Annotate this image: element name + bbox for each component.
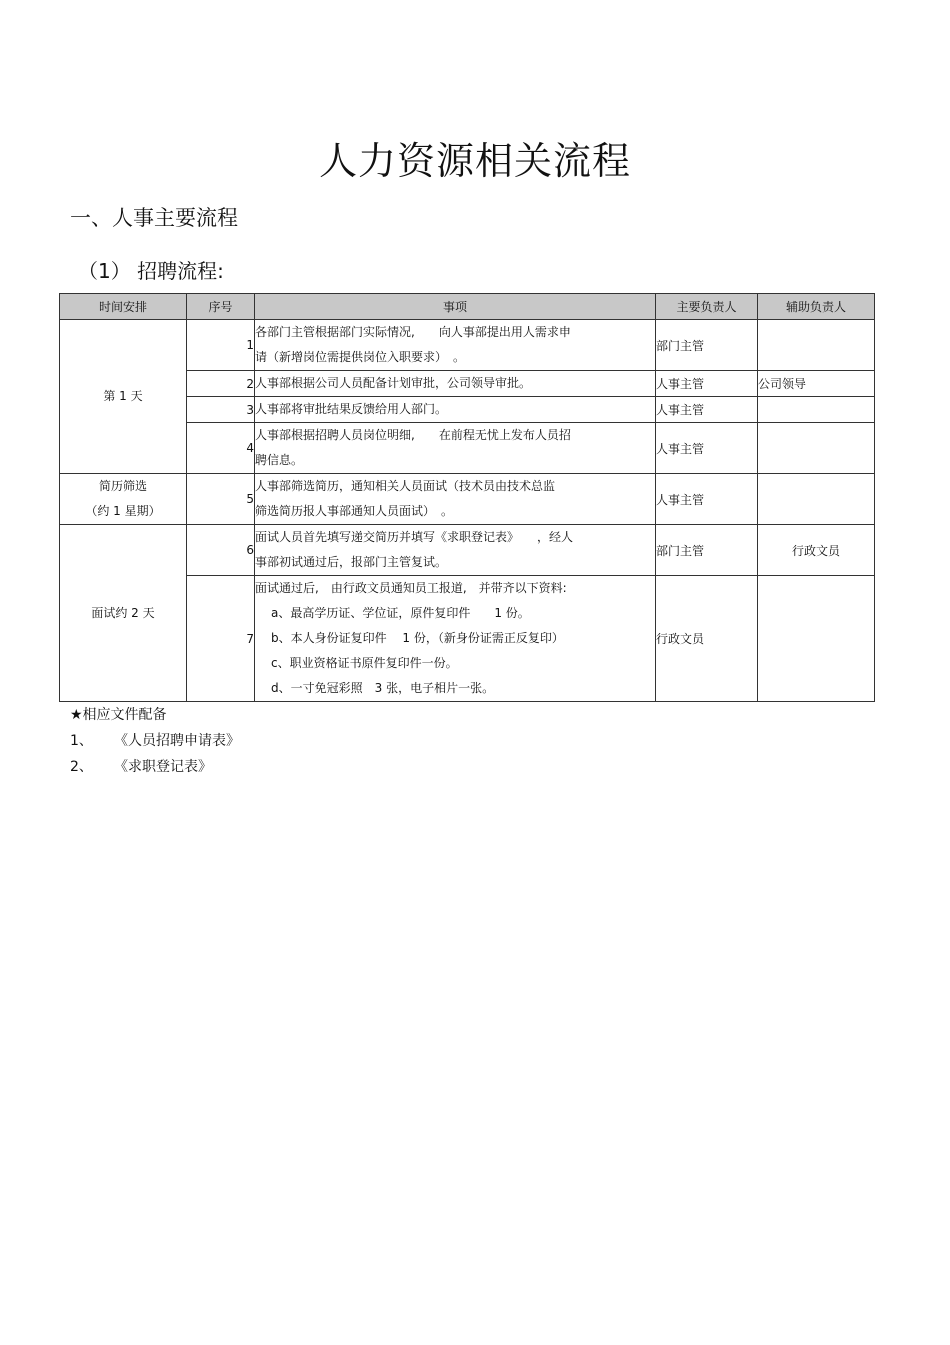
list-text: 《求职登记表》 xyxy=(114,759,212,775)
item-line: 各部门主管根据部门实际情况, 向人事部提出用人需求申 xyxy=(255,325,571,339)
header-owner: 主要负责人 xyxy=(656,294,758,320)
owner-cell: 人事主管 xyxy=(656,474,758,525)
recruitment-flow-table xyxy=(59,293,875,702)
item-line: 请（新增岗位需提供岗位入职要求） 。 xyxy=(255,350,466,364)
owner-cell: 行政文员 xyxy=(656,576,758,702)
time-cell xyxy=(60,525,187,702)
assist-cell xyxy=(758,474,875,525)
num-cell: 7 xyxy=(187,576,255,702)
assist-cell xyxy=(758,423,875,474)
list-index: 2、 xyxy=(70,759,93,775)
assist-cell xyxy=(758,320,875,371)
item-line: 人事部根据招聘人员岗位明细, 在前程无忧上发布人员招 xyxy=(255,428,571,442)
section-heading: 一、人事主要流程 xyxy=(70,206,238,230)
assist-cell xyxy=(758,397,875,423)
header-time: 时间安排 xyxy=(60,294,187,320)
list-text: 《人员招聘申请表》 xyxy=(114,733,240,749)
num-cell: 2 xyxy=(187,371,255,397)
owner-cell: 部门主管 xyxy=(656,525,758,576)
time-label: 简历筛选 xyxy=(98,479,147,493)
item-line: 人事部根据公司人员配备计划审批，公司领导审批。 xyxy=(255,376,532,390)
assist-cell xyxy=(758,576,875,702)
notes-heading: ★相应文件配备 xyxy=(70,707,167,723)
item-line: 事部初试通过后，报部门主管复试。 xyxy=(255,555,448,569)
num-cell: 3 xyxy=(187,397,255,423)
page-title: 人力资源相关流程 xyxy=(318,139,631,183)
item-line: b、本人身份证复印件 1 份，（新身份证需正反复印） xyxy=(271,631,564,645)
item-line: a、最高学历证、学位证，原件复印件 1 份。 xyxy=(271,606,530,620)
header-assist: 辅助负责人 xyxy=(758,294,875,320)
item-line: 人事部筛选简历，通知相关人员面试（技术员由技术总监 xyxy=(255,479,556,493)
header-num: 序号 xyxy=(187,294,255,320)
time-label: 面试约 2 天 xyxy=(91,605,155,620)
table-row xyxy=(60,320,875,371)
item-cell xyxy=(255,423,656,474)
item-cell xyxy=(255,474,656,525)
list-item xyxy=(70,728,240,754)
item-cell xyxy=(255,525,656,576)
owner-cell: 人事主管 xyxy=(656,397,758,423)
list-item xyxy=(70,754,240,780)
table-row xyxy=(60,525,875,576)
item-line: 人事部将审批结果反馈给用人部门。 xyxy=(255,402,448,416)
time-cell xyxy=(60,474,187,525)
owner-cell: 人事主管 xyxy=(656,423,758,474)
num-cell: 6 xyxy=(187,525,255,576)
time-label: 第 1 天 xyxy=(103,389,143,403)
item-line: c、职业资格证书原件复印件一份。 xyxy=(271,656,458,670)
item-cell xyxy=(255,576,656,702)
header-item: 事项 xyxy=(255,294,656,320)
item-line: 筛选简历报人事部通知人员面试） 。 xyxy=(255,504,454,518)
item-cell xyxy=(255,320,656,371)
item-line: 聘信息。 xyxy=(255,453,304,467)
notes-section xyxy=(70,702,240,780)
item-line: 面试通过后, 由行政文员通知员工报道, 并带齐以下资料: xyxy=(255,581,567,595)
num-cell: 4 xyxy=(187,423,255,474)
item-cell xyxy=(255,397,656,423)
owner-cell: 部门主管 xyxy=(656,320,758,371)
item-line: 面试人员首先填写递交简历并填写《求职登记表》 ，经人 xyxy=(255,530,574,544)
list-index: 1、 xyxy=(70,733,93,749)
assist-cell: 公司领导 xyxy=(758,371,875,397)
item-cell xyxy=(255,371,656,397)
time-label-sub: （约 1 星期） xyxy=(85,504,161,518)
num-cell: 5 xyxy=(187,474,255,525)
table-row xyxy=(60,474,875,525)
table-header-row xyxy=(60,294,875,320)
item-line: d、一寸免冠彩照 3 张，电子相片一张。 xyxy=(271,681,495,695)
owner-cell: 人事主管 xyxy=(656,371,758,397)
assist-cell: 行政文员 xyxy=(758,525,875,576)
subsection-heading: （1） 招聘流程: xyxy=(78,259,224,283)
num-cell: 1 xyxy=(187,320,255,371)
time-cell xyxy=(60,320,187,474)
